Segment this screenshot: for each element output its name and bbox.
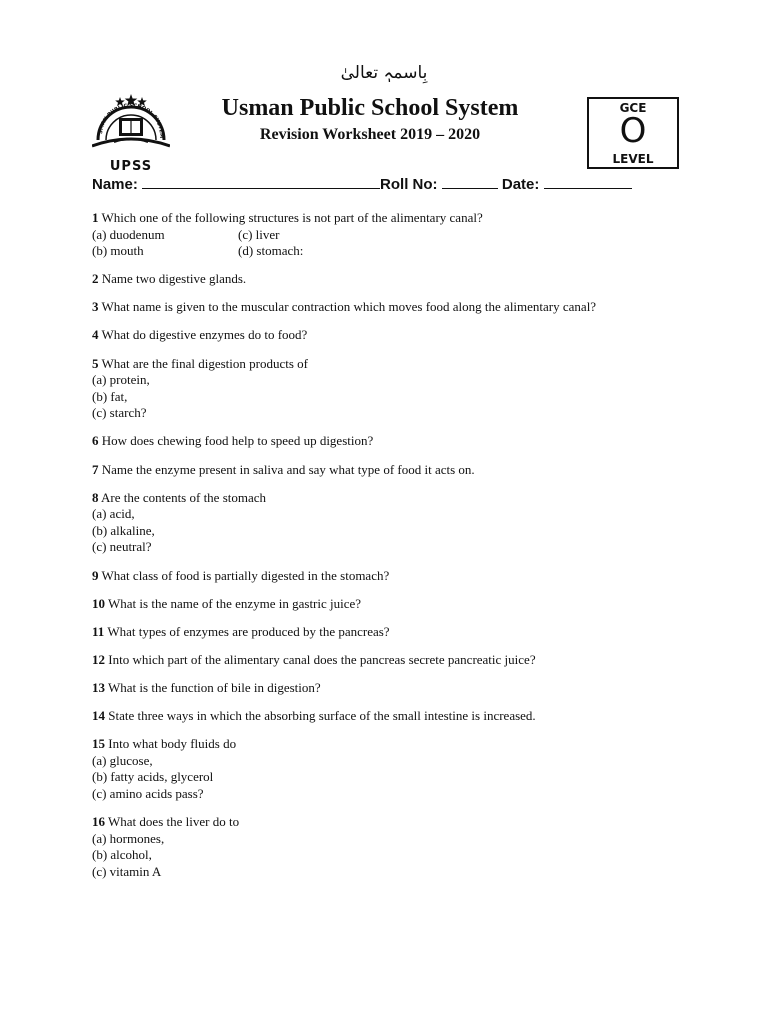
question-text: What class of food is partially digested in the stomach? — [101, 567, 390, 583]
question-item — [92, 652, 682, 669]
question-item — [92, 814, 682, 880]
question-number: 16 — [92, 813, 105, 829]
option-item: (c) starch? — [92, 405, 147, 421]
question-text: Which one of the following structures is not part of the alimentary canal? — [101, 210, 483, 225]
question-text: Are the contents of the stomach — [101, 489, 267, 505]
question-item — [92, 624, 682, 641]
option-item: (a) hormones, — [92, 830, 165, 846]
name-field[interactable] — [142, 175, 380, 189]
question-text: What types of enzymes are produced by the pancreas? — [107, 623, 390, 639]
option-row — [92, 227, 682, 244]
question-item — [92, 433, 682, 450]
option-item: (a) duodenum — [92, 226, 165, 242]
school-name: Usman Public School System — [221, 95, 519, 121]
roll-no-label: Roll No: — [380, 176, 438, 193]
question-number: 6 — [92, 433, 99, 449]
question-item — [92, 299, 682, 316]
question-number: 7 — [92, 461, 99, 477]
question-number: 1 — [92, 210, 99, 225]
question-item — [92, 596, 682, 613]
question-item — [92, 680, 682, 697]
school-logo — [92, 92, 170, 174]
question-text: What does the liver do to — [108, 813, 240, 829]
question-text: Into what body fluids do — [108, 736, 237, 752]
question-text: State three ways in which the absorbing surface of the small intestine is increased. — [108, 707, 536, 723]
question-text: What do digestive enzymes do to food? — [101, 327, 308, 343]
question-number: 12 — [92, 651, 105, 667]
option-row — [92, 243, 682, 260]
name-label: Name: — [92, 176, 138, 193]
question-item — [92, 708, 682, 725]
question-number: 4 — [92, 327, 99, 343]
option-item: (b) fatty acids, glycerol — [92, 769, 214, 785]
question-text: How does chewing food help to speed up digestion? — [101, 433, 374, 449]
student-info-row — [92, 175, 692, 193]
question-text: What name is given to the muscular contraction which moves food along the alimentary canal? — [101, 299, 597, 315]
level-label: LEVEL — [612, 152, 654, 166]
question-item — [92, 210, 682, 260]
question-list — [92, 210, 682, 892]
school-emblem-icon — [92, 92, 170, 158]
question-number: 5 — [92, 355, 99, 371]
question-item — [92, 327, 682, 344]
option-item: (c) neutral? — [92, 539, 152, 555]
option-item: (b) fat, — [92, 388, 128, 404]
option-item: (c) liver — [238, 226, 280, 242]
worksheet-subtitle: Revision Worksheet 2019 – 2020 — [259, 126, 481, 143]
option-item: (d) stomach: — [238, 243, 304, 259]
roll-no-field[interactable] — [442, 175, 498, 189]
arabic-invocation: بِاسمہٖ تعالیٰ — [340, 63, 428, 83]
question-item — [92, 356, 682, 422]
option-item: (c) vitamin A — [92, 863, 162, 879]
question-number: 2 — [92, 271, 99, 287]
question-number: 10 — [92, 595, 105, 611]
question-number: 3 — [92, 299, 99, 315]
gce-level-letter: O — [619, 111, 647, 151]
question-text: Into which part of the alimentary canal does the pancreas secrete pancreatic juice? — [108, 651, 536, 667]
question-text: Name two digestive glands. — [101, 271, 247, 287]
option-item: (a) acid, — [92, 506, 135, 522]
question-item — [92, 490, 682, 556]
option-item: (c) amino acids pass? — [92, 785, 204, 801]
date-label: Date: — [501, 176, 540, 193]
option-item: (b) alkaline, — [92, 522, 155, 538]
question-number: 15 — [92, 736, 105, 752]
option-item: (a) glucose, — [92, 752, 153, 768]
question-item — [92, 736, 682, 802]
question-item — [92, 568, 682, 585]
gce-label: GCE — [619, 101, 647, 115]
question-item — [92, 271, 682, 288]
question-text: What are the final digestion products of — [101, 355, 309, 371]
question-number: 8 — [92, 489, 99, 505]
question-text: What is the name of the enzyme in gastric juice? — [108, 595, 362, 611]
question-text: Name the enzyme present in saliva and say what type of food it acts on. — [101, 461, 475, 477]
question-number: 9 — [92, 567, 99, 583]
date-field[interactable] — [544, 175, 632, 189]
svg-text:USMAN PUBLIC SCHOOL SYSTEM: SMAN PUBLIC SCHOOL SYSTEM — [98, 102, 165, 139]
question-text: What is the function of bile in digestion? — [108, 679, 321, 695]
question-item — [92, 462, 682, 479]
gce-o-level-badge — [587, 97, 679, 169]
logo-label: UPSS — [109, 159, 153, 174]
question-number: 14 — [92, 707, 105, 723]
option-item: (a) protein, — [92, 372, 150, 388]
option-item: (b) alcohol, — [92, 847, 152, 863]
question-number: 13 — [92, 679, 105, 695]
option-item: (b) mouth — [92, 243, 144, 259]
question-number: 11 — [92, 623, 105, 639]
